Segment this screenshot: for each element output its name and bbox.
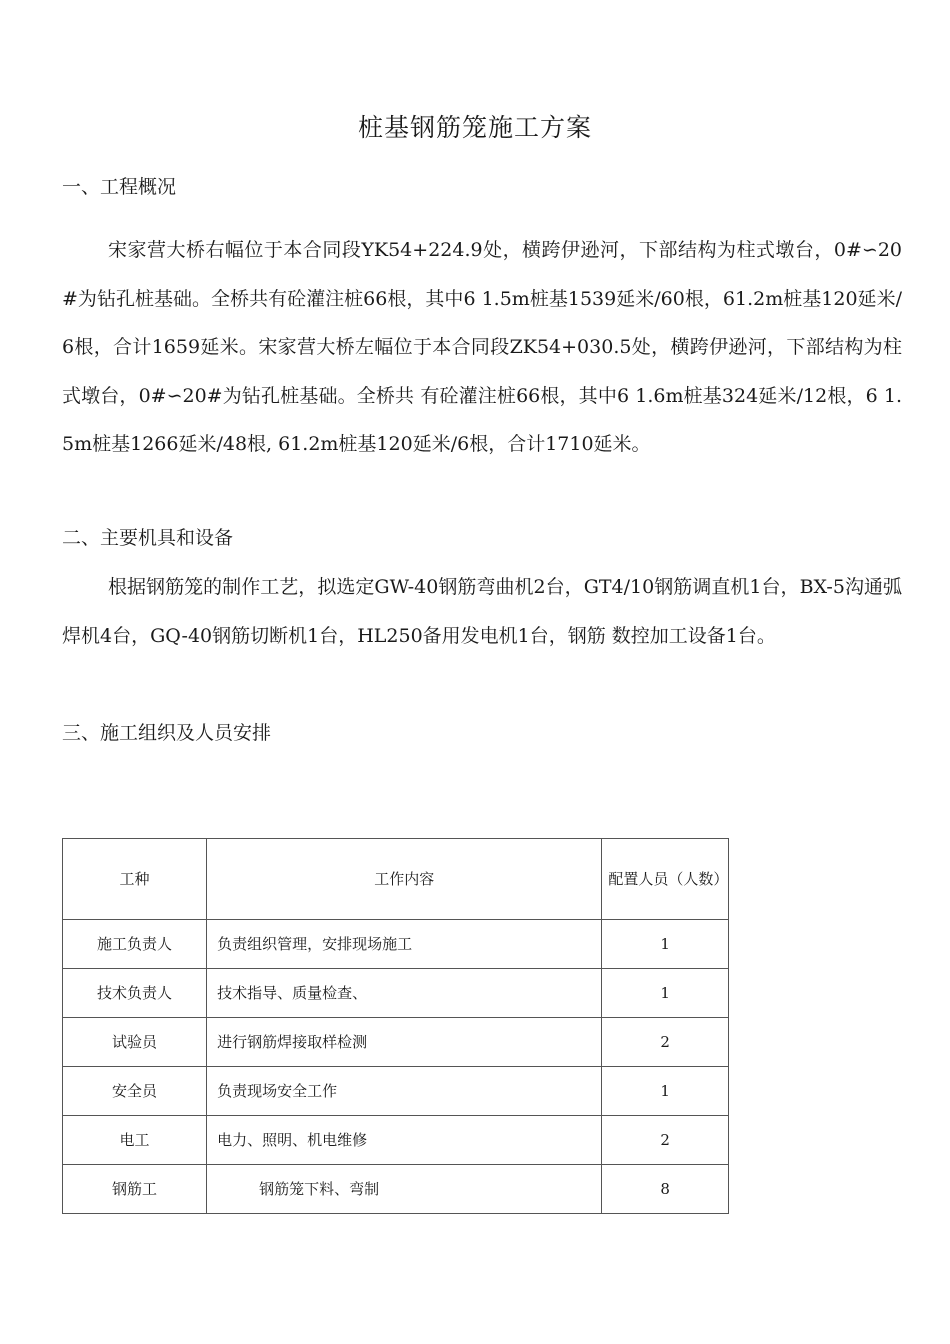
cell-count: 1 [602,1067,729,1116]
document-title: 桩基钢筋笼施工方案 [357,113,592,142]
cell-task: 技术指导、质量检查、 [207,969,602,1018]
section-paragraph-equipment: 根据钢筋笼的制作工艺，拟选定GW-40钢筋弯曲机2台，GT4/10钢筋调直机1台，BX-5沟通弧焊机4台，GQ-40钢筋切断机1台，HL250备用发电机1台，钢筋 数控加工设备1台。 [62,576,902,647]
table-row [63,1116,729,1165]
header-cell-count: 配置人员（人数） [602,839,729,920]
table-row [63,969,729,1018]
cell-count: 2 [602,1116,729,1165]
cell-count: 1 [602,969,729,1018]
cell-task: 负责现场安全工作 [207,1067,602,1116]
cell-role: 电工 [63,1116,207,1165]
cell-task: 进行钢筋焊接取样检测 [207,1018,602,1067]
cell-count: 2 [602,1018,729,1067]
table-row [63,920,729,969]
section-heading-overview: 一、工程概况 [62,176,177,198]
cell-task: 电力、照明、机电维修 [207,1116,602,1165]
table-row [63,1018,729,1067]
cell-count: 1 [602,920,729,969]
cell-count: 8 [602,1165,729,1214]
cell-task: 钢筋笼下料、弯制 [207,1165,602,1214]
cell-role: 技术负责人 [63,969,207,1018]
staff-table [62,838,729,1214]
header-cell-task: 工作内容 [207,839,602,920]
table-row [63,1165,729,1214]
header-cell-role: 工种 [63,839,207,920]
cell-role: 安全员 [63,1067,207,1116]
table-row [63,1067,729,1116]
section-paragraph-overview: 宋家营大桥右幅位于本合同段YK54+224.9处，横跨伊逊河，下部结构为柱式墩台，0#∽20#为钻孔桩基础。全桥共有砼灌注桩66根，其中6 1.5m桩基1539延米/60根，61.2m桩基120延米/6根，合计1659延米。宋家营大桥左幅位于本合同段ZK54+030.5处，横跨伊逊河，下部结构为柱式墩台，0#∽20#为钻孔桩基础。全桥共 有砼灌注桩66根，其中6 1.6m桩基324延米/12根，6 1.5m桩基1266延米/48根, 61.2m桩基120延米/6根，合计1710延米。 [62,239,902,455]
cell-role: 钢筋工 [63,1165,207,1214]
table-header-row [63,839,729,920]
section-heading-equipment: 二、主要机具和设备 [62,527,234,549]
cell-task: 负责组织管理，安排现场施工 [207,920,602,969]
section-heading-organization: 三、施工组织及人员安排 [62,722,272,744]
cell-role: 试验员 [63,1018,207,1067]
cell-role: 施工负责人 [63,920,207,969]
